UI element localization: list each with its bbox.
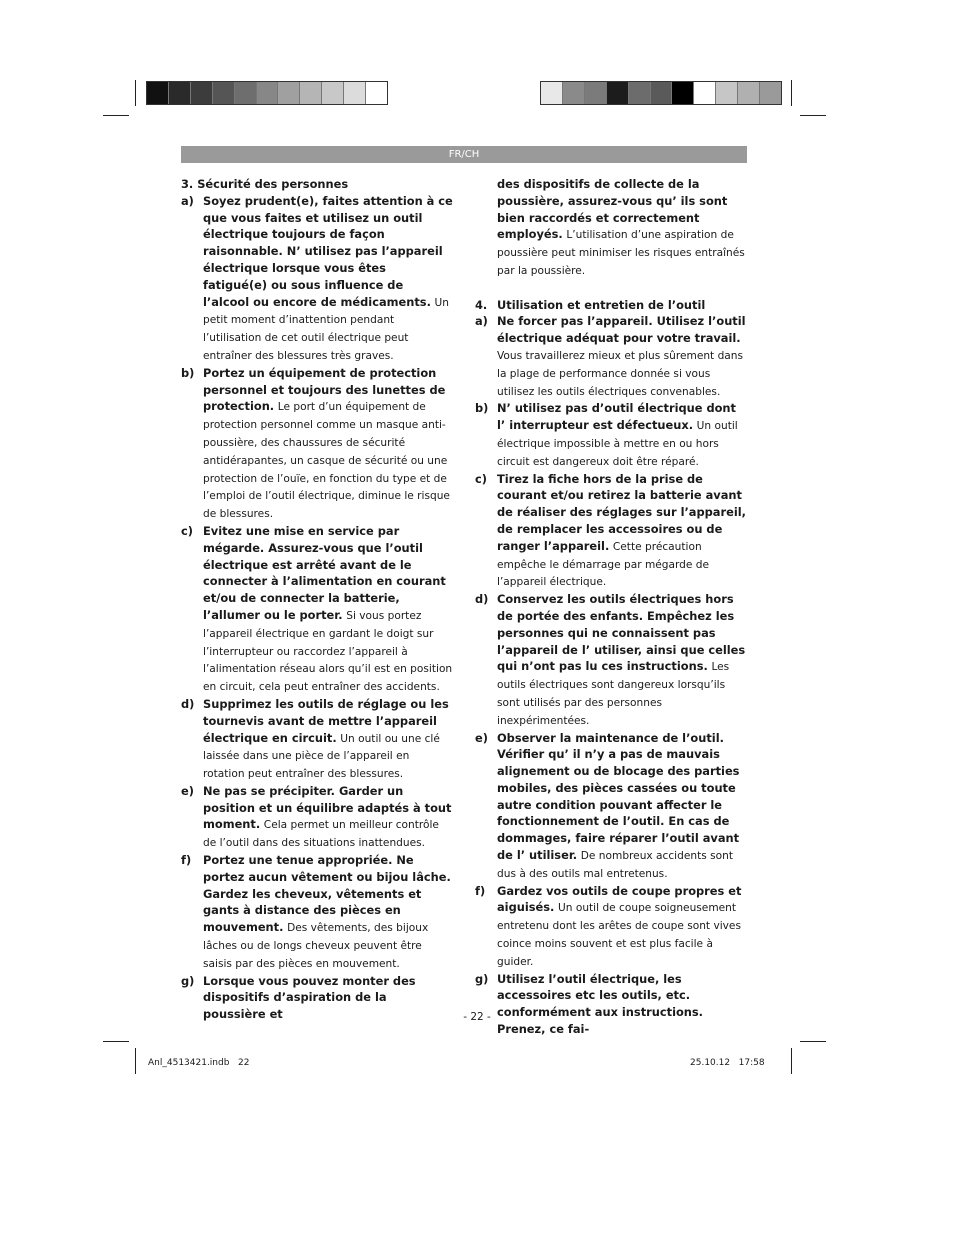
item-label: b) bbox=[181, 365, 195, 380]
item-label: f) bbox=[181, 853, 192, 868]
list-item bbox=[181, 852, 453, 973]
item-label: d) bbox=[181, 696, 195, 711]
item-heading-continued: des dispositifs de collecte de la poussière, assurez-vous qu’ ils sont bien raccordés et correctement employés. bbox=[497, 177, 728, 242]
color-swatch bbox=[169, 82, 191, 104]
item-label: g) bbox=[181, 973, 195, 988]
item-heading: Lorsque vous pouvez monter des dispositifs d’aspiration de la poussière et bbox=[203, 973, 416, 1022]
color-swatch bbox=[300, 82, 322, 104]
list-item bbox=[181, 523, 453, 696]
color-swatch bbox=[651, 82, 673, 104]
color-swatch bbox=[366, 82, 387, 104]
color-swatch bbox=[213, 82, 235, 104]
item-heading: Observer la maintenance de l’outil. Vérifier qu’ il n’y a pas de mauvais alignement ou de blocage des parties mobiles, des pièces cassées ou toute autre condition pouvant affecter le fonctionnement de l’outil. En cas de dommages, faire réparer l’outil avant de l’ utiliser. bbox=[497, 730, 740, 863]
item-text: Cela permet un meilleur contrôle de l’outil dans des situations inattendues. bbox=[203, 819, 439, 850]
section-title-text: Utilisation et entretien de l’outil bbox=[497, 297, 706, 312]
crop-mark bbox=[103, 1041, 129, 1042]
item-label: c) bbox=[475, 471, 487, 486]
item-heading: Portez un équipement de protection personnel et toujours des lunettes de protection. bbox=[203, 365, 446, 414]
list-item bbox=[475, 471, 747, 592]
item-heading: Utilisez l’outil électrique, les accessoires etc les outils, etc. conformément aux instructions. Prenez, ce fai- bbox=[497, 971, 704, 1037]
color-swatch bbox=[278, 82, 300, 104]
item-heading: Tirez la fiche hors de la prise de courant et/ou retirez la batterie avant de réaliser des réglages sur l’appareil, de remplacer les accessoires ou de ranger l’appareil. bbox=[497, 471, 746, 553]
color-swatch bbox=[191, 82, 213, 104]
item-label: g) bbox=[475, 971, 489, 986]
color-swatch bbox=[344, 82, 366, 104]
item-label: f) bbox=[475, 883, 486, 898]
item-text: Les outils électriques sont dangereux lorsqu’ils sont utilisés par des personnes inexpérimentées. bbox=[497, 661, 730, 727]
color-swatch bbox=[672, 82, 694, 104]
item-heading: Ne pas se précipiter. Garder un position et un équilibre adaptés à tout moment. bbox=[203, 783, 452, 832]
item-heading: Conservez les outils électriques hors de portée des enfants. Empêchez les personnes qui ne connaissent pas l’appareil de l’ utiliser, ainsi que celles qui n’ont pas lu ces instructions. bbox=[497, 592, 746, 674]
item-text: Des vêtements, des bijoux lâches ou de longs cheveux peuvent être saisis par des pièces en mouvement. bbox=[203, 922, 429, 970]
color-swatch bbox=[257, 82, 279, 104]
crop-mark bbox=[800, 115, 826, 116]
item-text: Cette précaution empêche le démarrage par mégarde de l’appareil électrique. bbox=[497, 540, 710, 589]
section-number: 4. bbox=[475, 297, 488, 312]
item-heading: Gardez vos outils de coupe propres et aiguisés. bbox=[497, 883, 742, 915]
item-label: e) bbox=[475, 730, 488, 745]
color-swatch bbox=[738, 82, 760, 104]
color-swatch bbox=[716, 82, 738, 104]
footer-date: 25.10.12 17:58 bbox=[690, 1058, 765, 1068]
item-heading: Portez une tenue appropriée. Ne portez aucun vêtement ou bijou lâche. Gardez les cheveux, vêtements et gants à distance des pièces en mouvement. bbox=[203, 853, 451, 935]
left-column bbox=[181, 176, 453, 1023]
item-text: Vous travaillerez mieux et plus sûrement dans la plage de performance donnée si vous utilisez les outils électriques convenables. bbox=[497, 349, 744, 398]
list-item bbox=[475, 971, 747, 1038]
color-swatch bbox=[607, 82, 629, 104]
item-label: e) bbox=[181, 783, 194, 798]
crop-mark bbox=[103, 115, 129, 116]
item-label: c) bbox=[181, 523, 193, 538]
color-swatch bbox=[322, 82, 344, 104]
item-text: Un outil de coupe soigneusement entretenu dont les arêtes de coupe sont vives coince moins souvent et est plus facile à guider. bbox=[497, 902, 741, 968]
item-heading: Supprimez les outils de réglage ou les tournevis avant de mettre l’appareil électrique en circuit. bbox=[203, 696, 449, 745]
color-swatch bbox=[760, 82, 781, 104]
crop-mark bbox=[791, 1048, 792, 1074]
color-swatch bbox=[147, 82, 169, 104]
list-item bbox=[181, 193, 453, 365]
item-text: L’utilisation d’une aspiration de poussière peut minimiser les risques entraînés par la poussière. bbox=[497, 229, 745, 277]
page-number: - 22 - bbox=[463, 1011, 491, 1023]
color-swatch bbox=[541, 82, 563, 104]
item-heading: Evitez une mise en service par mégarde. Assurez-vous que l’outil électrique est arrêté avant de le connecter à l’alimentation en courant et/ou de connecter la batterie, l’allumer ou le porter. bbox=[203, 523, 446, 622]
item-label: b) bbox=[475, 401, 489, 416]
item-text: Un outil électrique impossible à mettre en ou hors circuit est dangereux doit être réparé. bbox=[497, 420, 738, 468]
color-swatch bbox=[629, 82, 651, 104]
section-title bbox=[475, 297, 747, 314]
item-label: d) bbox=[475, 592, 489, 607]
language-header: FR/CH bbox=[181, 146, 747, 163]
list-item bbox=[475, 313, 747, 400]
item-text: De nombreux accidents sont dus à des outils mal entretenus. bbox=[497, 850, 733, 880]
list-item bbox=[475, 591, 747, 729]
item-heading: Ne forcer pas l’appareil. Utilisez l’outil électrique adéquat pour votre travail. bbox=[497, 314, 746, 346]
crop-mark bbox=[135, 80, 136, 106]
crop-mark bbox=[791, 80, 792, 106]
item-text: Un petit moment d’inattention pendant l’utilisation de cet outil électrique peut entraîner des blessures très graves. bbox=[203, 296, 450, 362]
color-swatch bbox=[694, 82, 716, 104]
item-heading: Soyez prudent(e), faites attention à ce que vous faites et utilisez un outil électrique toujours de façon raisonnable. N’ utilisez pas l’appareil électrique lorsque vous êtes fatigué(e) ou sous influence de l’alcool ou encore de médicaments. bbox=[203, 193, 453, 309]
list-item bbox=[181, 365, 453, 523]
crop-mark bbox=[800, 1041, 826, 1042]
list-item bbox=[181, 783, 453, 852]
item-label: a) bbox=[475, 314, 488, 329]
list-item bbox=[181, 696, 453, 783]
crop-mark bbox=[135, 1048, 136, 1074]
section-title: 3. Sécurité des personnes bbox=[181, 177, 349, 191]
item-text: Le port d’un équipement de protection personnel comme un masque anti-poussière, des chaussures de sécurité antidérapantes, un casque de sécurité ou une protection de l’ouïe, en fonction du type et de l’emploi de l’outil électrique, diminue le risque de blessures. bbox=[203, 401, 450, 521]
item-text: Si vous portez l’appareil électrique en gardant le doigt sur l’interrupteur ou raccordez l’appareil à l’alimentation réseau alors qu’il est en position en circuit, cela peut entraîner des accidents. bbox=[203, 609, 453, 694]
item-text: Un outil ou une clé laissée dans une pièce de l’appareil en rotation peut entraîner des blessures. bbox=[203, 732, 440, 781]
list-item bbox=[475, 730, 747, 883]
footer-file: Anl_4513421.indb 22 bbox=[148, 1058, 250, 1068]
color-bar-left bbox=[146, 81, 388, 105]
item-heading: N’ utilisez pas d’outil électrique dont l’ interrupteur est défectueux. bbox=[497, 401, 736, 433]
color-swatch bbox=[563, 82, 585, 104]
list-item bbox=[475, 883, 747, 971]
color-bar-right bbox=[540, 81, 782, 105]
item-label: a) bbox=[181, 193, 194, 208]
color-swatch bbox=[235, 82, 257, 104]
right-column bbox=[475, 176, 747, 1038]
color-swatch bbox=[585, 82, 607, 104]
list-item bbox=[475, 400, 747, 470]
